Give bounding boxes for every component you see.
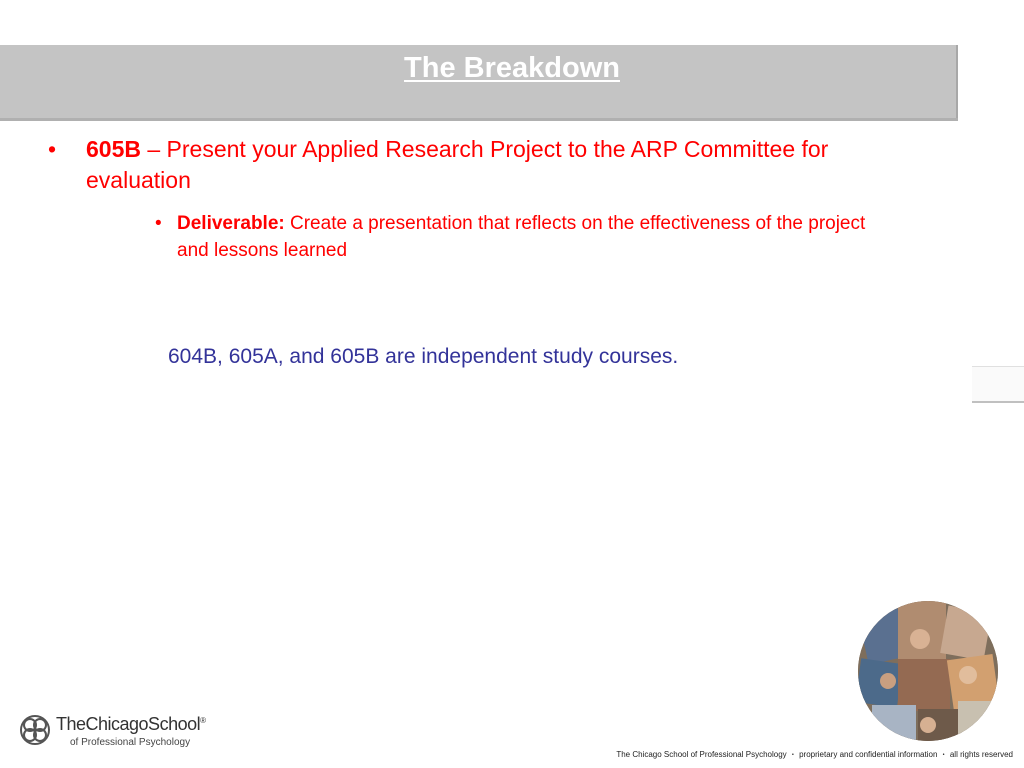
bullet-marker: • <box>48 136 57 162</box>
chicago-school-knot-icon <box>18 712 52 748</box>
bullet-605b-label: 605B <box>86 136 141 162</box>
bullet-605b-description: – Present your Applied Research Project to the ARP Committee for evaluation <box>86 136 829 193</box>
independent-study-note: 604B, 605A, and 605B are independent study courses. <box>168 345 679 368</box>
bullet-605b <box>48 134 888 196</box>
bullet-deliverable-text <box>177 210 900 264</box>
logo-name-text: TheChicagoSchool <box>56 714 201 734</box>
bullet-deliverable-label: Deliverable: <box>177 213 285 234</box>
collage-circle-photo <box>858 601 998 741</box>
bullet-deliverable <box>155 210 900 264</box>
footer-text: The Chicago School of Professional Psychology ・ proprietary and confidential information ・ all rights reserved <box>616 750 1013 759</box>
bullet-605b-text <box>86 134 888 196</box>
slide-title: The Breakdown <box>404 52 620 84</box>
logo-name <box>56 714 206 735</box>
logo-subtitle: of Professional Psychology <box>70 737 191 748</box>
bullet-deliverable-description: Create a presentation that reflects on the effectiveness of the project and lessons learned <box>177 213 866 261</box>
bullet-marker: • <box>155 213 162 234</box>
side-tab <box>972 366 1024 403</box>
logo-registered-mark: ® <box>200 716 206 725</box>
